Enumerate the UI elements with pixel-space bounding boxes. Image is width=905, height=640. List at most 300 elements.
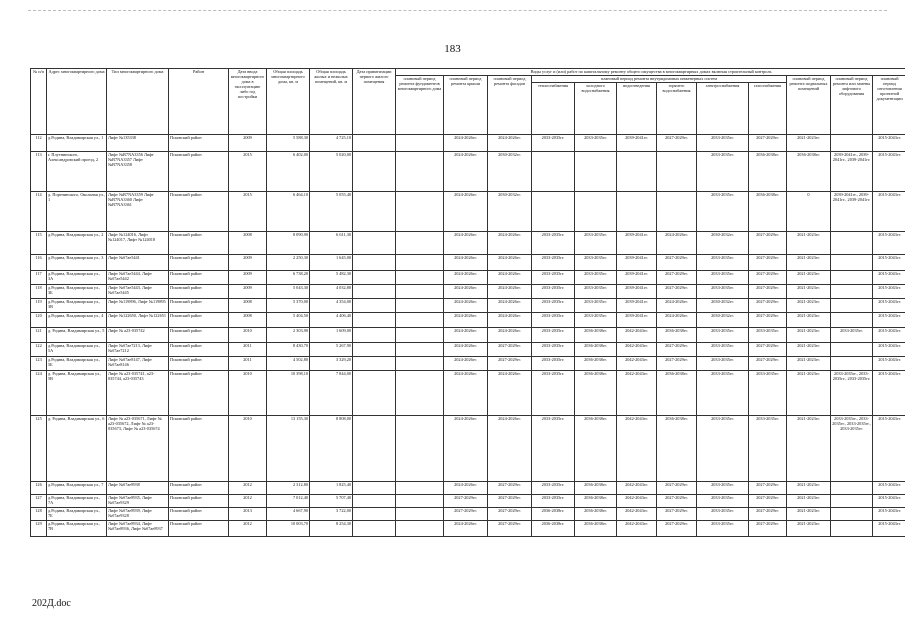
cell-gas: 2033-2035гг.: [749, 416, 787, 482]
cell-address: д.Родина, Владимирская ул., 7А: [47, 495, 107, 508]
cell-facade: 2024-2026гг.: [488, 371, 532, 416]
cell-facade: 2027-2029гг.: [488, 495, 532, 508]
header-utilities-span: плановый период ремонта внутридомовых инженерных систем: [532, 76, 787, 83]
cell-address: д.Родина, Владимирская ул., 5Б: [47, 357, 107, 371]
cell-sewer: 2042-2043гг.: [617, 508, 657, 521]
cell-hot: 2024-2026гг.: [657, 232, 697, 255]
cell-district: Псковский район: [169, 135, 229, 152]
cell-living: 3 722,00: [310, 508, 353, 521]
cell-year: 2011: [229, 357, 267, 371]
table-row: [31, 508, 905, 521]
cell-roof: 2024-2026гг.: [444, 313, 488, 328]
cell-cold: 2036-2038гг.: [575, 495, 617, 508]
cell-lift: [831, 299, 873, 313]
cell-type: Лифт №119896, Лифт №119895: [107, 299, 169, 313]
cell-cold: 2036-2038гг.: [575, 343, 617, 357]
cell-cold: [575, 152, 617, 192]
cell-address: д.Родина, Владимирская ул., 3: [47, 255, 107, 271]
cell-docs: 2015-2043гг.: [873, 285, 905, 299]
cell-facade: 2024-2026гг.: [488, 299, 532, 313]
cell-elec: 2033-2035гг.: [697, 135, 749, 152]
cell-base: 2021-2023гг.: [787, 328, 831, 343]
cell-hot: 2027-2029гг.: [657, 357, 697, 371]
cell-address: д.Родина, Владимирская ул., 2: [47, 232, 107, 255]
cell-heat: 2033-2035гг.: [532, 343, 575, 357]
cell-address: д. Родина, Владимирская ул., 5: [47, 328, 107, 343]
cell-hot: [657, 192, 697, 232]
cell-priv: [353, 343, 396, 357]
cell-no: 115: [31, 232, 47, 255]
table-row: [31, 416, 905, 482]
cell-facade: 2027-2029гг.: [488, 482, 532, 495]
cell-found: [396, 285, 444, 299]
cell-no: 116: [31, 255, 47, 271]
cell-sewer: 2042-2043гг.: [617, 416, 657, 482]
cell-elec: 2033-2035гг.: [697, 371, 749, 416]
cell-elec: 2033-2035гг.: [697, 285, 749, 299]
cell-hot: 2024-2026гг.: [657, 313, 697, 328]
cell-heat: 2033-2035гг.: [532, 232, 575, 255]
header-year: Дата ввода многоквартирного дома в эксплуатацию либо год постройки: [229, 69, 267, 135]
cell-type: Лифт №б7ае5444, Лифт №б7ае5442: [107, 271, 169, 285]
cell-base: 2021-2023гг.: [787, 255, 831, 271]
cell-living: 6 611,30: [310, 232, 353, 255]
cell-docs: 2015-2043гг.: [873, 299, 905, 313]
cell-roof: 2024-2026гг.: [444, 371, 488, 416]
cell-elec: 2030-2032гг.: [697, 313, 749, 328]
cell-district: Псковский район: [169, 299, 229, 313]
cell-total: 13 155,30: [267, 416, 310, 482]
cell-heat: 2033-2035гг.: [532, 255, 575, 271]
cell-base: 2021-2023гг.: [787, 495, 831, 508]
cell-cold: 2036-2038гг.: [575, 371, 617, 416]
cell-priv: [353, 232, 396, 255]
cell-roof: 2024-2026гг.: [444, 232, 488, 255]
cell-total: 5 588,30: [267, 135, 310, 152]
cell-hot: 2027-2029гг.: [657, 135, 697, 152]
cell-total: 4 667,90: [267, 508, 310, 521]
cell-address: д. Родина, Владимирская ул., 6: [47, 416, 107, 482]
cell-type: Лифт №б7ае8938: [107, 482, 169, 495]
cell-roof: 2024-2026гг.: [444, 255, 488, 271]
table-row: [31, 285, 905, 299]
cell-sewer: [617, 192, 657, 232]
cell-address: д.Родина, Владимирская ул., 1: [47, 135, 107, 152]
cell-gas: 2027-2029гг.: [749, 232, 787, 255]
cell-gas: 2033-2035гг.: [749, 371, 787, 416]
cell-priv: [353, 508, 396, 521]
cell-docs: 2015-2043гг.: [873, 271, 905, 285]
cell-docs: 2015-2043гг.: [873, 255, 905, 271]
cell-lift: 2033-2035гг., 2033-2035гг., 2033-2035гг.: [831, 371, 873, 416]
cell-docs: 2015-2043гг.: [873, 357, 905, 371]
cell-gas: 2036-2038гг.: [749, 192, 787, 232]
cell-district: Псковский район: [169, 508, 229, 521]
cell-found: [396, 371, 444, 416]
cell-roof: 2024-2026гг.: [444, 343, 488, 357]
cell-no: 119: [31, 299, 47, 313]
cell-gas: 2027-2029гг.: [749, 299, 787, 313]
cell-cold: 2036-2038гг.: [575, 521, 617, 537]
cell-lift: 2039-2041гг., 2039-2041гг., 2039-2041гг.: [831, 152, 873, 192]
cell-district: Псковский район: [169, 285, 229, 299]
cell-heat: 2036-2038гг.: [532, 508, 575, 521]
cell-address: д.Родина, Владимирская ул., 7В: [47, 521, 107, 537]
cell-lift: [831, 357, 873, 371]
header-living-area: Общая площадь жилых и нежилых помещений, кв. м: [310, 69, 353, 135]
cell-hot: 2027-2029гг.: [657, 495, 697, 508]
cell-facade: 2024-2026гг.: [488, 313, 532, 328]
table-row: [31, 271, 905, 285]
cell-sewer: 2042-2043гг.: [617, 495, 657, 508]
cell-living: 5 267,90: [310, 343, 353, 357]
cell-lift: [831, 343, 873, 357]
cell-cold: 2036-2038гг.: [575, 357, 617, 371]
cell-gas: 2027-2029гг.: [749, 343, 787, 357]
cell-district: Псковский район: [169, 192, 229, 232]
header-district: Район: [169, 69, 229, 135]
cell-year: 2009: [229, 271, 267, 285]
cell-living: 1 609,00: [310, 328, 353, 343]
header-address: Адрес многоквартирного дома: [47, 69, 107, 135]
cell-priv: [353, 152, 396, 192]
cell-base: 2021-2023гг.: [787, 508, 831, 521]
cell-year: 2012: [229, 482, 267, 495]
cell-district: Псковский район: [169, 357, 229, 371]
cell-base: 2021-2023гг.: [787, 313, 831, 328]
cell-elec: 2033-2035гг.: [697, 521, 749, 537]
header-basement: плановый период ремонта подвальных помещений: [787, 76, 831, 135]
cell-total: 5 404,50: [267, 313, 310, 328]
cell-total: 6 464,10: [267, 192, 310, 232]
cell-hot: 2027-2029гг.: [657, 508, 697, 521]
cell-base: 2021-2023гг.: [787, 371, 831, 416]
cell-address: д.Родина, Владимирская ул., 3А: [47, 271, 107, 285]
cell-no: 118: [31, 285, 47, 299]
cell-priv: [353, 328, 396, 343]
cell-base: 2021-2023гг.: [787, 343, 831, 357]
cell-district: Псковский район: [169, 271, 229, 285]
cell-living: 5 020,00: [310, 152, 353, 192]
cell-priv: [353, 271, 396, 285]
cell-cold: 2033-2035гг.: [575, 313, 617, 328]
cell-elec: 2033-2035гг.: [697, 482, 749, 495]
cell-no: 123: [31, 357, 47, 371]
table-row: [31, 152, 905, 192]
cell-docs: 2015-2043гг.: [873, 416, 905, 482]
cell-base: 2021-2023гг.: [787, 482, 831, 495]
cell-hot: 2027-2029гг.: [657, 271, 697, 285]
cell-facade: 2027-2029гг.: [488, 343, 532, 357]
cell-type: Лифт №б7ае8939, Лифт №б7ае9328: [107, 508, 169, 521]
cell-sewer: 2042-2043гг.: [617, 371, 657, 416]
cell-gas: 2027-2029гг.: [749, 285, 787, 299]
cell-heat: [532, 152, 575, 192]
cell-cold: 2033-2035гг.: [575, 285, 617, 299]
cell-elec: 2033-2035гг.: [697, 508, 749, 521]
cell-roof: 2024-2026гг.: [444, 416, 488, 482]
cell-type: Лифт №135338: [107, 135, 169, 152]
cell-elec: 2033-2035гг.: [697, 152, 749, 192]
page-number: 183: [444, 43, 461, 55]
cell-base: 2021-2023гг.: [787, 271, 831, 285]
header-sewer: водоотведения: [617, 83, 657, 135]
cell-living: 3 329,20: [310, 357, 353, 371]
cell-hot: 2027-2029гг.: [657, 343, 697, 357]
cell-gas: 2027-2029гг.: [749, 313, 787, 328]
cell-sewer: 2042-2043гг.: [617, 328, 657, 343]
cell-lift: [831, 482, 873, 495]
cell-type: Лифт №В7NA3359 Лифт №В7NA3360 Лифт №В7NA3361: [107, 192, 169, 232]
header-electricity: электроснабжения: [697, 83, 749, 135]
cell-no: 124: [31, 371, 47, 416]
cell-sewer: 2042-2043гг.: [617, 343, 657, 357]
cell-found: [396, 357, 444, 371]
cell-roof: 2024-2026гг.: [444, 152, 488, 192]
cell-district: Псковский район: [169, 495, 229, 508]
cell-type: Лифт №б7ае7213, Лифт №б7ае7212: [107, 343, 169, 357]
cell-year: 2010: [229, 328, 267, 343]
cell-total: 6 402,00: [267, 152, 310, 192]
cell-facade: 2024-2026гг.: [488, 232, 532, 255]
cell-district: Псковский район: [169, 343, 229, 357]
footer-filename: 202Д.doc: [32, 598, 71, 609]
cell-docs: 2015-2043гг.: [873, 482, 905, 495]
cell-total: 2 303,90: [267, 328, 310, 343]
table-row: [31, 371, 905, 416]
cell-district: Псковский район: [169, 255, 229, 271]
cell-docs: 2015-2043гг.: [873, 313, 905, 328]
cell-sewer: 2039-2041гг.: [617, 255, 657, 271]
cell-total: 4 502,80: [267, 357, 310, 371]
cell-year: 2010: [229, 416, 267, 482]
cell-sewer: [617, 152, 657, 192]
cell-year: 2012: [229, 521, 267, 537]
cell-cold: 2033-2035гг.: [575, 135, 617, 152]
cell-docs: 2015-2043гг.: [873, 135, 905, 152]
cell-cold: [575, 192, 617, 232]
cell-address: д. Портнинского, Окольная ул., 1: [47, 192, 107, 232]
cell-facade: 2027-2029гг.: [488, 521, 532, 537]
table-row: [31, 521, 905, 537]
cell-facade: 2024-2026гг.: [488, 416, 532, 482]
cell-type: Лифт №б7ае8934, Лифт №б7ае8936, Лифт №б7ае8937: [107, 521, 169, 537]
cell-gas: 2033-2035гг.: [749, 328, 787, 343]
cell-cold: 2033-2035гг.: [575, 299, 617, 313]
cell-type: Лифт №б7ае5443, Лифт №б7ае5445: [107, 285, 169, 299]
cell-total: 10 003,70: [267, 521, 310, 537]
cell-facade: 2030-2032гг.: [488, 152, 532, 192]
cell-priv: [353, 416, 396, 482]
cell-elec: 2033-2035гг.: [697, 495, 749, 508]
cell-roof: 2024-2026гг.: [444, 482, 488, 495]
cell-no: 112: [31, 135, 47, 152]
cell-living: 4 032,80: [310, 285, 353, 299]
cell-year: 2013: [229, 508, 267, 521]
cell-living: 8 254,30: [310, 521, 353, 537]
cell-year: 2012: [229, 495, 267, 508]
cell-cold: 2033-2035гг.: [575, 271, 617, 285]
cell-lift: [831, 495, 873, 508]
header-roof: плановый период ремонта крыши: [444, 76, 488, 135]
cell-living: 5 482,30: [310, 271, 353, 285]
table-row: [31, 328, 905, 343]
cell-found: [396, 521, 444, 537]
cell-living: 1 825,40: [310, 482, 353, 495]
capital-repair-table: [30, 68, 905, 537]
cell-total: 6 738,20: [267, 271, 310, 285]
cell-hot: 2027-2029гг.: [657, 285, 697, 299]
cell-district: Псковский район: [169, 371, 229, 416]
cell-roof: 2024-2026гг.: [444, 285, 488, 299]
header-house-type: Тип многоквартирного дома: [107, 69, 169, 135]
cell-cold: 2036-2038гг.: [575, 482, 617, 495]
cell-docs: 2015-2043гг.: [873, 343, 905, 357]
cell-no: 128: [31, 508, 47, 521]
cell-no: 114: [31, 192, 47, 232]
cell-priv: [353, 285, 396, 299]
cell-hot: 2027-2029гг.: [657, 255, 697, 271]
cell-lift: 2039-2041гг., 2039-2041гг., 2039-2041гг.: [831, 192, 873, 232]
cell-year: 2008: [229, 232, 267, 255]
cell-found: [396, 232, 444, 255]
cell-elec: 2033-2035гг.: [697, 192, 749, 232]
cell-facade: 2024-2026гг.: [488, 135, 532, 152]
cell-type: Лифт №б7ае5441: [107, 255, 169, 271]
cell-found: [396, 328, 444, 343]
cell-living: 5 055,40: [310, 192, 353, 232]
cell-cold: 2033-2035гг.: [575, 255, 617, 271]
cell-lift: [831, 271, 873, 285]
cell-roof: 2027-2029гг.: [444, 508, 488, 521]
header-privatization: Дата приватизации первого жилого помещения: [353, 69, 396, 135]
cell-heat: 2033-2035гг.: [532, 357, 575, 371]
cell-living: 8 808,00: [310, 416, 353, 482]
cell-priv: [353, 357, 396, 371]
cell-year: 2015: [229, 192, 267, 232]
cell-total: 8 090,90: [267, 232, 310, 255]
cell-heat: 2033-2035гг.: [532, 328, 575, 343]
cell-roof: 2024-2026гг.: [444, 521, 488, 537]
cell-sewer: 2039-2041гг.: [617, 299, 657, 313]
cell-lift: [831, 521, 873, 537]
cell-docs: 2015-2043гг.: [873, 192, 905, 232]
cell-address: д.Родина, Владимирская ул., 5А: [47, 343, 107, 357]
table-row: [31, 299, 905, 313]
cell-base: 2021-2023гг.: [787, 299, 831, 313]
cell-hot: 2024-2026гг.: [657, 299, 697, 313]
cell-gas: 2027-2029гг.: [749, 495, 787, 508]
header-heating: теплоснабжения: [532, 83, 575, 135]
cell-priv: [353, 192, 396, 232]
cell-heat: 2033-2035гг.: [532, 416, 575, 482]
cell-docs: 2015-2043гг.: [873, 371, 905, 416]
cell-elec: 2033-2035гг.: [697, 416, 749, 482]
cell-total: 5 370,00: [267, 299, 310, 313]
cell-found: [396, 271, 444, 285]
header-total-area: Общая площадь многоквартирного дома, кв. м: [267, 69, 310, 135]
cell-address: д. Родина, Владимирская ул., 5В: [47, 371, 107, 416]
cell-address: д.Родина, Владимирская ул., 7Б: [47, 508, 107, 521]
cell-lift: [831, 285, 873, 299]
cell-heat: 2033-2035гг.: [532, 285, 575, 299]
cell-priv: [353, 371, 396, 416]
cell-priv: [353, 313, 396, 328]
cell-no: 125: [31, 416, 47, 482]
cell-lift: [831, 135, 873, 152]
cell-no: 121: [31, 328, 47, 343]
cell-living: 7 844,00: [310, 371, 353, 416]
cell-heat: 2033-2035гг.: [532, 313, 575, 328]
cell-heat: 2033-2035гг.: [532, 482, 575, 495]
header-foundation: плановый период ремонта фундаментов многоквартирного дома: [396, 76, 444, 135]
cell-no: 127: [31, 495, 47, 508]
cell-roof: 2024-2026гг.: [444, 135, 488, 152]
cell-priv: [353, 135, 396, 152]
cell-elec: 2033-2035гг.: [697, 343, 749, 357]
cell-docs: 2015-2043гг.: [873, 508, 905, 521]
cell-sewer: 2039-2041гг.: [617, 271, 657, 285]
cell-priv: [353, 299, 396, 313]
cell-type: Лифт № а23-035671, Лифт № а23-035672, Лифт № а23-035673, Лифт № а23-035674: [107, 416, 169, 482]
cell-total: 2 312,80: [267, 482, 310, 495]
cell-found: [396, 313, 444, 328]
cell-found: [396, 508, 444, 521]
cell-gas: 2027-2029гг.: [749, 521, 787, 537]
cell-sewer: 2039-2041гг.: [617, 313, 657, 328]
cell-base: 2021-2023гг.: [787, 135, 831, 152]
table-row: [31, 255, 905, 271]
cell-gas: 2027-2029гг.: [749, 271, 787, 285]
cell-living: 4 354,00: [310, 299, 353, 313]
cell-base: 2021-2023гг.: [787, 232, 831, 255]
cell-gas: 2027-2029гг.: [749, 508, 787, 521]
cell-year: 2009: [229, 135, 267, 152]
cell-district: Псковский район: [169, 482, 229, 495]
cell-address: г. Плутнинского, Александровский проезд, 2: [47, 152, 107, 192]
header-gas: газоснабжения: [749, 83, 787, 135]
cell-district: Псковский район: [169, 232, 229, 255]
cell-base: 2021-2023гг.: [787, 357, 831, 371]
table-row: [31, 343, 905, 357]
cell-facade: 2024-2026гг.: [488, 271, 532, 285]
cell-district: Псковский район: [169, 152, 229, 192]
cell-type: Лифт №122650, Лифт №122651: [107, 313, 169, 328]
cell-base: 2036-2038гг.: [787, 152, 831, 192]
cell-total: 7 012,40: [267, 495, 310, 508]
cell-found: [396, 255, 444, 271]
cell-found: [396, 343, 444, 357]
cell-elec: 2033-2035гг.: [697, 271, 749, 285]
table-row: [31, 192, 905, 232]
cell-living: 5 707,40: [310, 495, 353, 508]
cell-hot: [657, 152, 697, 192]
cell-facade: 2030-2032гг.: [488, 192, 532, 232]
cell-roof: 2024-2026гг.: [444, 299, 488, 313]
cell-found: [396, 299, 444, 313]
cell-gas: 2036-2038гг.: [749, 152, 787, 192]
cell-elec: 2030-2032гг.: [697, 232, 749, 255]
cell-no: 129: [31, 521, 47, 537]
table-body: [31, 135, 905, 537]
table-row: [31, 495, 905, 508]
cell-heat: 2033-2035гг.: [532, 299, 575, 313]
cell-elec: 2033-2035гг.: [697, 255, 749, 271]
header-no: № п/п: [31, 69, 47, 135]
cell-gas: 2027-2029гг.: [749, 357, 787, 371]
cell-docs: 2015-2043гг.: [873, 328, 905, 343]
cell-lift: [831, 232, 873, 255]
